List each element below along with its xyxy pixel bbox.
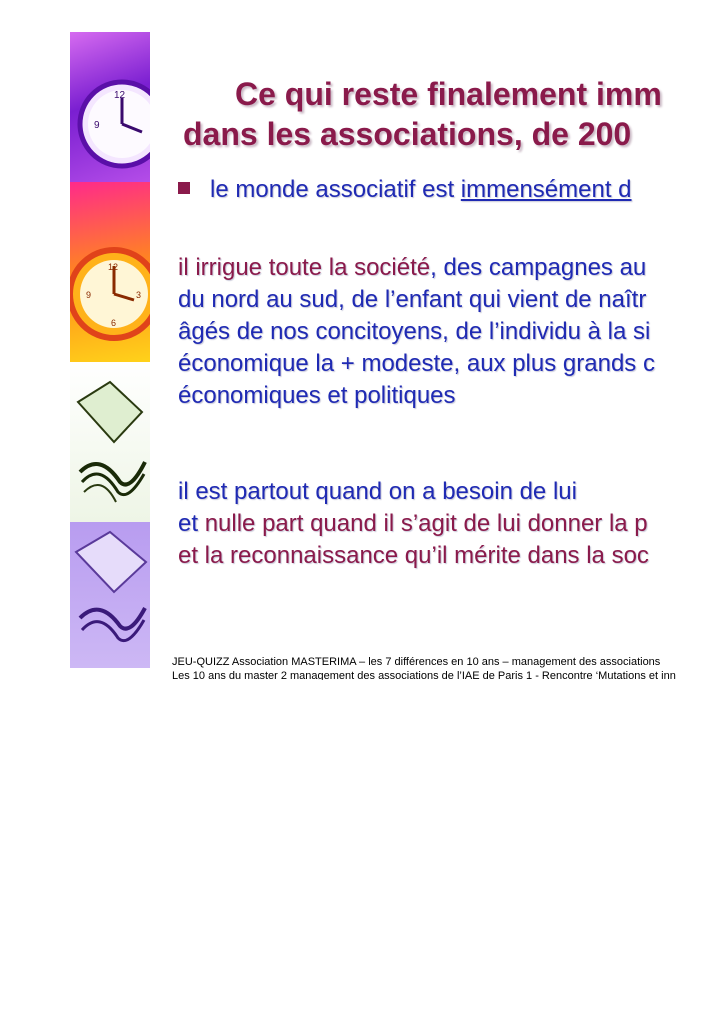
bullet-text: le monde associatif est	[210, 176, 461, 203]
paragraph-2	[178, 476, 649, 572]
slide-title	[150, 74, 728, 154]
bullet-point	[178, 176, 632, 204]
paragraph-line: du nord au sud, de l’enfant qui vient de naîtr	[178, 286, 647, 313]
book-icon	[70, 362, 150, 522]
orange-alarm-clock-image	[70, 182, 150, 362]
square-bullet-icon	[178, 182, 190, 194]
slide-title-line-1: Ce qui reste finalement imm	[235, 76, 662, 112]
text-blue: et	[178, 510, 205, 537]
svg-text:12: 12	[108, 262, 119, 272]
svg-text:9: 9	[86, 290, 92, 300]
svg-text:12: 12	[114, 90, 126, 101]
svg-text:3: 3	[136, 290, 142, 300]
decorative-image-strip	[70, 32, 150, 668]
slide-footer	[172, 655, 676, 680]
paragraph-1	[178, 252, 655, 412]
svg-text:6: 6	[111, 318, 117, 328]
green-book-image	[70, 362, 150, 522]
paragraph-line: économiques et politiques	[178, 382, 456, 409]
text-red: nulle part quand il s’agit de lui donner la p	[204, 510, 648, 537]
svg-text:9: 9	[94, 120, 100, 131]
bullet-emphasis: immensément d	[460, 176, 632, 203]
clock-icon	[70, 32, 150, 182]
paragraph-line	[178, 508, 649, 540]
purple-clock-image	[70, 32, 150, 182]
lilac-book-image	[70, 522, 150, 668]
footer-line-2: Les 10 ans du master 2 management des associations de l’IAE de Paris 1 - Rencontre ‘Mutations et inn	[172, 670, 676, 680]
text-red: il irrigue toute la société	[178, 254, 431, 281]
paragraph-line: et la reconnaissance qu’il mérite dans la soc	[178, 542, 649, 569]
text-blue: , des campagnes au	[430, 254, 647, 281]
paragraph-line	[178, 252, 655, 284]
paragraph-line: il est partout quand on a besoin de lui	[178, 478, 577, 505]
paragraph-line: âgés de nos concitoyens, de l’individu à la si	[178, 318, 651, 345]
book-icon	[70, 522, 150, 668]
slide-title-line-2: dans les associations, de 200	[183, 116, 632, 152]
paragraph-line: économique la + modeste, aux plus grands c	[178, 350, 655, 377]
footer-line-1: JEU-QUIZZ Association MASTERIMA – les 7 différences en 10 ans – management des associations	[172, 656, 661, 668]
alarm-clock-icon	[70, 182, 150, 362]
